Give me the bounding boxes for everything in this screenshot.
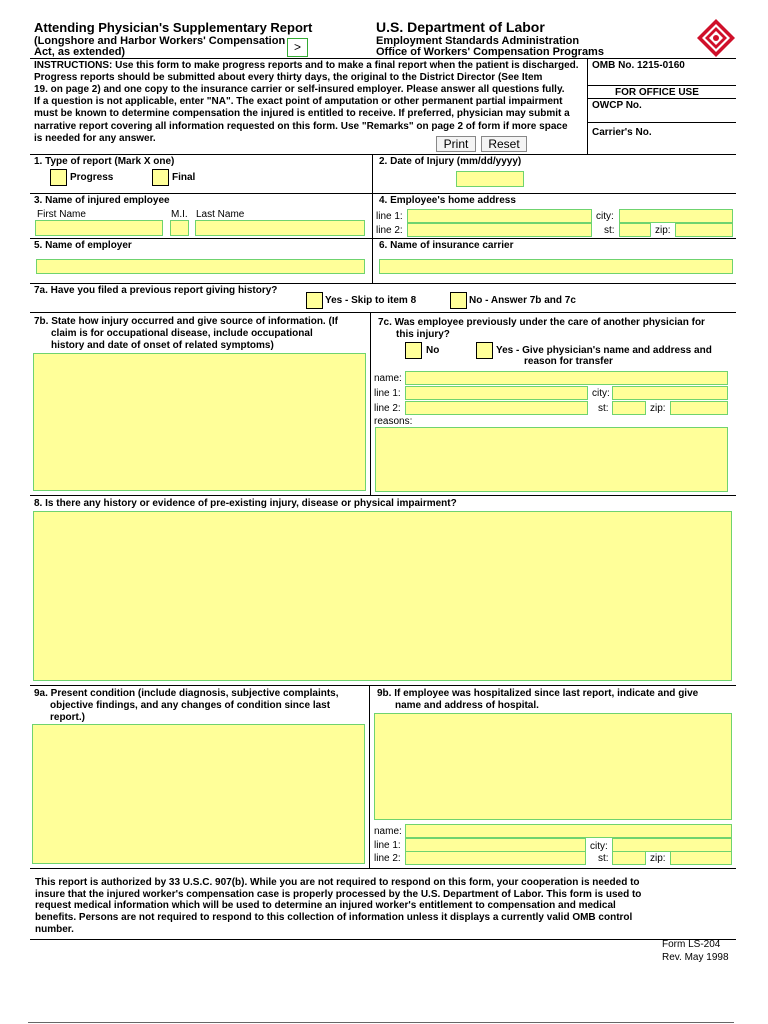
physician-line1-label: line 1: [374,388,401,399]
hospital-line2-label: line 2: [374,853,401,864]
physician-line2-label: line 2: [374,403,401,414]
physician-city-label: city: [592,388,610,399]
form-revision: Rev. May 1998 [662,952,729,963]
home-line2-field[interactable] [407,223,592,237]
owcp-number-label: OWCP No. [592,100,642,111]
employer-name-field[interactable] [36,259,365,274]
q7c-line-2: this injury? [396,329,450,340]
home-state-field[interactable] [619,223,651,237]
q1-label: 1. Type of report (Mark X one) [34,156,175,167]
q3-label: 3. Name of injured employee [34,195,170,206]
previous-report-yes-label: Yes - Skip to item 8 [325,295,417,306]
last-name-field[interactable] [195,220,365,236]
footer-line-5: number. [35,924,74,935]
prior-physician-no-label: No [426,345,440,356]
form-title: Attending Physician's Supplementary Report [34,20,313,35]
instructions-line-2: Progress reports should be submitted about every thirty days, the original to the District Director (See Item [34,72,543,83]
hospital-city-field[interactable] [612,838,732,852]
hospital-state-field[interactable] [612,851,646,865]
q7b-line-3: history and date of onset of related symptoms) [51,340,274,351]
q9a-line-1: 9a. Present condition (include diagnosis, subjective complaints, [34,688,339,699]
agency-sub-1: Employment Standards Administration [376,35,580,47]
physician-name-field[interactable] [405,371,728,385]
first-name-label: First Name [37,209,86,220]
q7c-line-1: 7c. Was employee previously under the care of another physician for [378,317,705,328]
instructions-line-4: If a question is not applicable, enter "NA". The exact point of amputation or other permanent partial impairment [34,96,563,107]
for-office-use: FOR OFFICE USE [615,87,699,98]
home-city-label: city: [596,211,614,222]
physician-zip-label: zip: [650,403,666,414]
form-subtitle-1: (Longshore and Harbor Workers' Compensation [34,35,286,47]
agency-name: U.S. Department of Labor [376,19,545,35]
hospital-name-label: name: [374,826,402,837]
previous-report-no-checkbox[interactable] [450,292,467,309]
home-line1-field[interactable] [407,209,592,223]
q9b-line-1: 9b. If employee was hospitalized since last report, indicate and give [377,688,699,699]
hospital-line1-label: line 1: [374,840,401,851]
hospital-zip-label: zip: [650,853,666,864]
hospitalization-field[interactable] [374,713,732,820]
prior-physician-yes-checkbox[interactable] [476,342,493,359]
q5-label: 5. Name of employer [34,240,132,251]
progress-checkbox[interactable] [50,169,67,186]
middle-initial-field[interactable] [170,220,189,236]
q2-label: 2. Date of Injury (mm/dd/yyyy) [379,156,522,167]
mi-label: M.I. [171,209,188,220]
footer-line-3: request medical information which will be used to determine an injured worker's entitlement to compensation and medical [35,900,616,911]
form-number: Form LS-204 [662,939,721,950]
home-st-label: st: [604,225,615,236]
injury-history-field[interactable] [33,353,366,491]
q7a-label: 7a. Have you filed a previous report giving history? [34,285,278,296]
present-condition-field[interactable] [32,724,365,864]
carrier-number-label: Carrier's No. [592,127,652,138]
instructions-line-1: INSTRUCTIONS: Use this form to make progress reports and to make a final report when the patient is discharged. [34,60,579,71]
dol-logo-icon [696,18,736,58]
footer-line-1: This report is authorized by 33 U.S.C. 907(b). While you are not required to respond on this form, your cooperation is needed to [35,877,640,888]
previous-report-no-label: No - Answer 7b and 7c [469,295,576,306]
footer-line-2: insure that the injured worker's compensation case is properly processed by the U.S. Department of Labor. This form is used to [35,889,642,900]
print-button[interactable]: Print [436,136,476,152]
q9b-line-2: name and address of hospital. [395,700,539,711]
final-checkbox[interactable] [152,169,169,186]
physician-line2-field[interactable] [405,401,588,415]
home-zip-label: zip: [655,225,671,236]
q6-label: 6. Name of insurance carrier [379,240,514,251]
instructions-line-7: is needed for any answer. [34,133,156,144]
prior-physician-yes-label-2: reason for transfer [524,356,613,367]
hospital-line1-field[interactable] [405,838,586,852]
reasons-label: reasons: [374,416,413,427]
home-line2-label: line 2: [376,225,403,236]
date-of-injury-field[interactable] [456,171,524,187]
instructions-line-3: 19. on page 2) and one copy to the insurance carrier or self-insured employer. Please answer all questions fully. [34,84,565,95]
physician-state-field[interactable] [612,401,646,415]
agency-sub-2: Office of Workers' Compensation Programs [376,46,604,58]
first-name-field[interactable] [35,220,163,236]
previous-report-yes-checkbox[interactable] [306,292,323,309]
prior-physician-no-checkbox[interactable] [405,342,422,359]
footer-line-4: benefits. Persons are not required to respond to this collection of information unless it displays a currently valid OMB control [35,912,633,923]
q7b-line-2: claim is for occupational disease, include occupational [51,328,313,339]
form-subtitle-2: Act, as extended) [34,46,126,58]
q9a-line-3: report.) [50,712,85,723]
last-name-label: Last Name [196,209,245,220]
next-page-button[interactable]: > [287,38,308,57]
transfer-reasons-field[interactable] [375,427,728,492]
reset-button[interactable]: Reset [481,136,527,152]
hospital-zip-field[interactable] [670,851,732,865]
q7b-line-1: 7b. State how injury occurred and give source of information. (If [34,316,338,327]
prior-physician-yes-label-1: Yes - Give physician's name and address and [496,345,712,356]
hospital-city-label: city: [590,841,608,852]
home-line1-label: line 1: [376,211,403,222]
physician-city-field[interactable] [612,386,728,400]
home-city-field[interactable] [619,209,733,223]
physician-st-label: st: [598,403,609,414]
physician-zip-field[interactable] [670,401,728,415]
hospital-st-label: st: [598,853,609,864]
insurance-carrier-field[interactable] [379,259,733,274]
hospital-line2-field[interactable] [405,851,586,865]
omb-number: OMB No. 1215-0160 [592,60,685,71]
instructions-line-5: must be known to determine compensation the injured is entitled to receive. If preferred, physician may submit a [34,108,570,119]
instructions-line-6: narrative report covering all information requested on this form. Use "Remarks" on page 2 of form if more space [34,121,568,132]
home-zip-field[interactable] [675,223,733,237]
preexisting-injury-field[interactable] [33,511,732,681]
physician-line1-field[interactable] [405,386,588,400]
physician-name-label: name: [374,373,402,384]
q9a-line-2: objective findings, and any changes of condition since last [50,700,331,711]
progress-label: Progress [70,172,114,183]
hospital-name-field[interactable] [405,824,732,838]
q4-label: 4. Employee's home address [379,195,516,206]
final-label: Final [172,172,196,183]
q8-label: 8. Is there any history or evidence of pre-existing injury, disease or physical impairment? [34,498,457,509]
